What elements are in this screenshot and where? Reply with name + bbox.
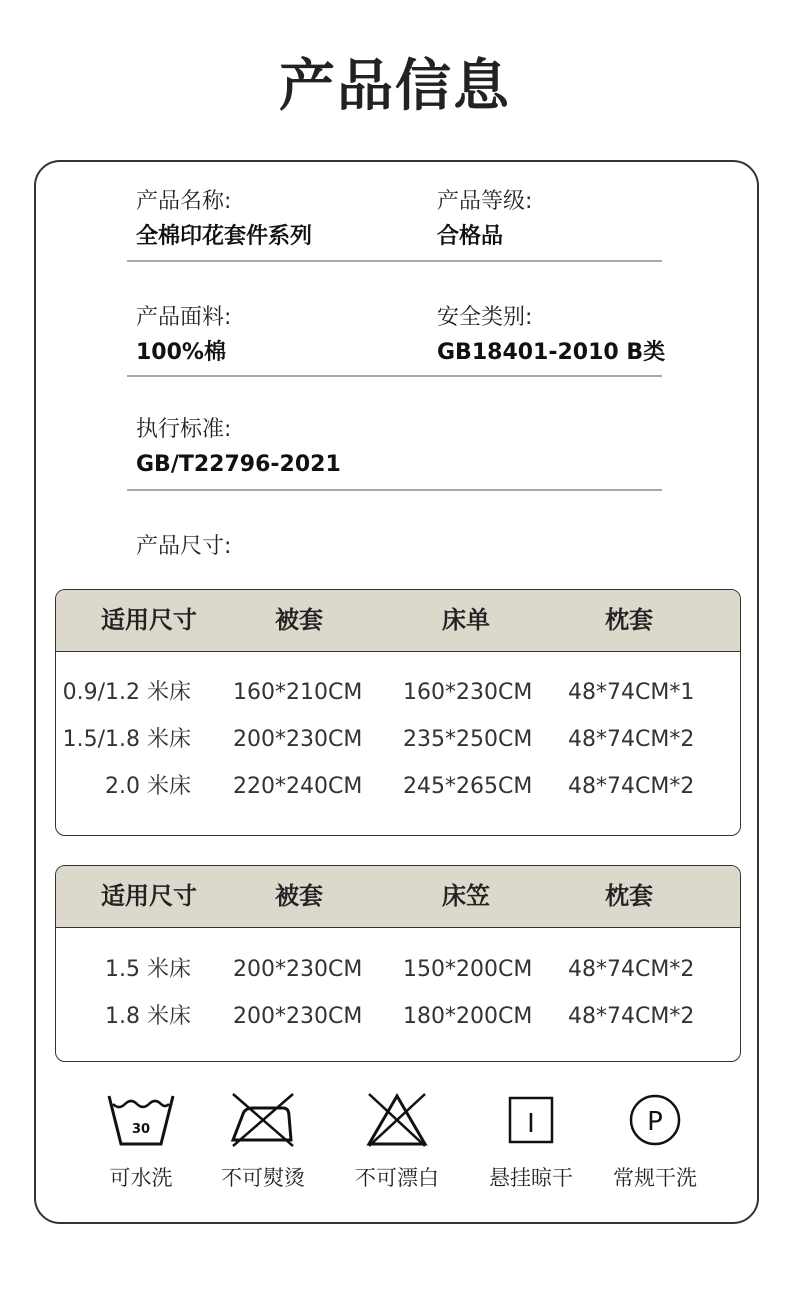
cell-duvet: 220*240CM — [233, 774, 363, 799]
fabric-value: 100%棉 — [136, 340, 226, 365]
standard-label: 执行标准: — [136, 417, 232, 442]
svg-text:P: P — [647, 1107, 663, 1137]
dry-clean-icon — [619, 1090, 691, 1150]
safety-field — [437, 303, 665, 368]
size-table-fitted — [55, 865, 741, 1062]
cell-size: 1.8 米床 — [105, 1004, 191, 1029]
cell-duvet: 200*230CM — [233, 957, 363, 982]
care-label: 可水洗 — [109, 1166, 173, 1190]
product-grade-field — [437, 187, 532, 252]
header-pillow: 枕套 — [605, 606, 653, 634]
care-label: 不可漂白 — [355, 1166, 439, 1190]
divider — [127, 489, 662, 491]
care-no-bleach — [332, 1090, 462, 1192]
safety-value: GB18401-2010 B类 — [437, 340, 666, 365]
cell-fitted-sheet: 180*200CM — [403, 1004, 533, 1029]
product-name-field — [136, 187, 312, 252]
header-pillow: 枕套 — [605, 882, 653, 910]
table-row — [56, 716, 740, 763]
product-name-label: 产品名称: — [136, 189, 232, 214]
cell-sheet: 235*250CM — [403, 727, 533, 752]
cell-size: 0.9/1.2 米床 — [62, 680, 191, 705]
svg-text:I: I — [527, 1109, 535, 1139]
no-iron-icon — [227, 1090, 299, 1150]
header-size: 适用尺寸 — [101, 606, 197, 634]
care-no-iron — [198, 1090, 328, 1192]
table-row — [56, 763, 740, 810]
cell-size: 2.0 米床 — [105, 774, 191, 799]
cell-pillow: 48*74CM*2 — [568, 774, 695, 799]
wash-30-icon — [105, 1090, 177, 1150]
standard-value: GB/T22796-2021 — [136, 452, 341, 477]
table-header — [56, 866, 740, 928]
safety-label: 安全类别: — [437, 305, 533, 330]
cell-duvet: 160*210CM — [233, 680, 363, 705]
fabric-field — [136, 303, 231, 368]
header-fitted-sheet: 床笠 — [442, 882, 490, 910]
table-row — [56, 946, 740, 993]
table-row — [56, 669, 740, 716]
cell-size: 1.5 米床 — [105, 957, 191, 982]
svg-text:30: 30 — [131, 1122, 151, 1137]
no-bleach-icon — [361, 1090, 433, 1150]
cell-pillow: 48*74CM*2 — [568, 957, 695, 982]
page-title: 产品信息 — [279, 54, 511, 119]
header-duvet: 被套 — [275, 606, 323, 634]
size-table-sheet — [55, 589, 741, 836]
table-header — [56, 590, 740, 652]
cell-size: 1.5/1.8 米床 — [62, 727, 191, 752]
care-label: 不可熨烫 — [221, 1166, 305, 1190]
product-grade-value: 合格品 — [437, 224, 504, 249]
cell-pillow: 48*74CM*2 — [568, 1004, 695, 1029]
care-line-dry — [466, 1090, 596, 1192]
product-grade-label: 产品等级: — [437, 189, 533, 214]
header-duvet: 被套 — [275, 882, 323, 910]
divider — [127, 375, 662, 377]
table-row — [56, 993, 740, 1040]
cell-pillow: 48*74CM*1 — [568, 680, 695, 705]
size-label: 产品尺寸: — [136, 534, 232, 559]
care-wash — [76, 1090, 206, 1192]
product-name-value: 全棉印花套件系列 — [136, 224, 313, 249]
standard-field — [136, 415, 341, 480]
divider — [127, 260, 662, 262]
cell-pillow: 48*74CM*2 — [568, 727, 695, 752]
care-label: 悬挂晾干 — [489, 1166, 573, 1190]
header-size: 适用尺寸 — [101, 882, 197, 910]
care-label: 常规干洗 — [613, 1166, 697, 1190]
cell-fitted-sheet: 150*200CM — [403, 957, 533, 982]
cell-sheet: 245*265CM — [403, 774, 533, 799]
line-dry-icon — [495, 1090, 567, 1150]
cell-duvet: 200*230CM — [233, 1004, 363, 1029]
cell-sheet: 160*230CM — [403, 680, 533, 705]
fabric-label: 产品面料: — [136, 305, 232, 330]
cell-duvet: 200*230CM — [233, 727, 363, 752]
header-sheet: 床单 — [442, 606, 490, 634]
care-dry-clean — [590, 1090, 720, 1192]
